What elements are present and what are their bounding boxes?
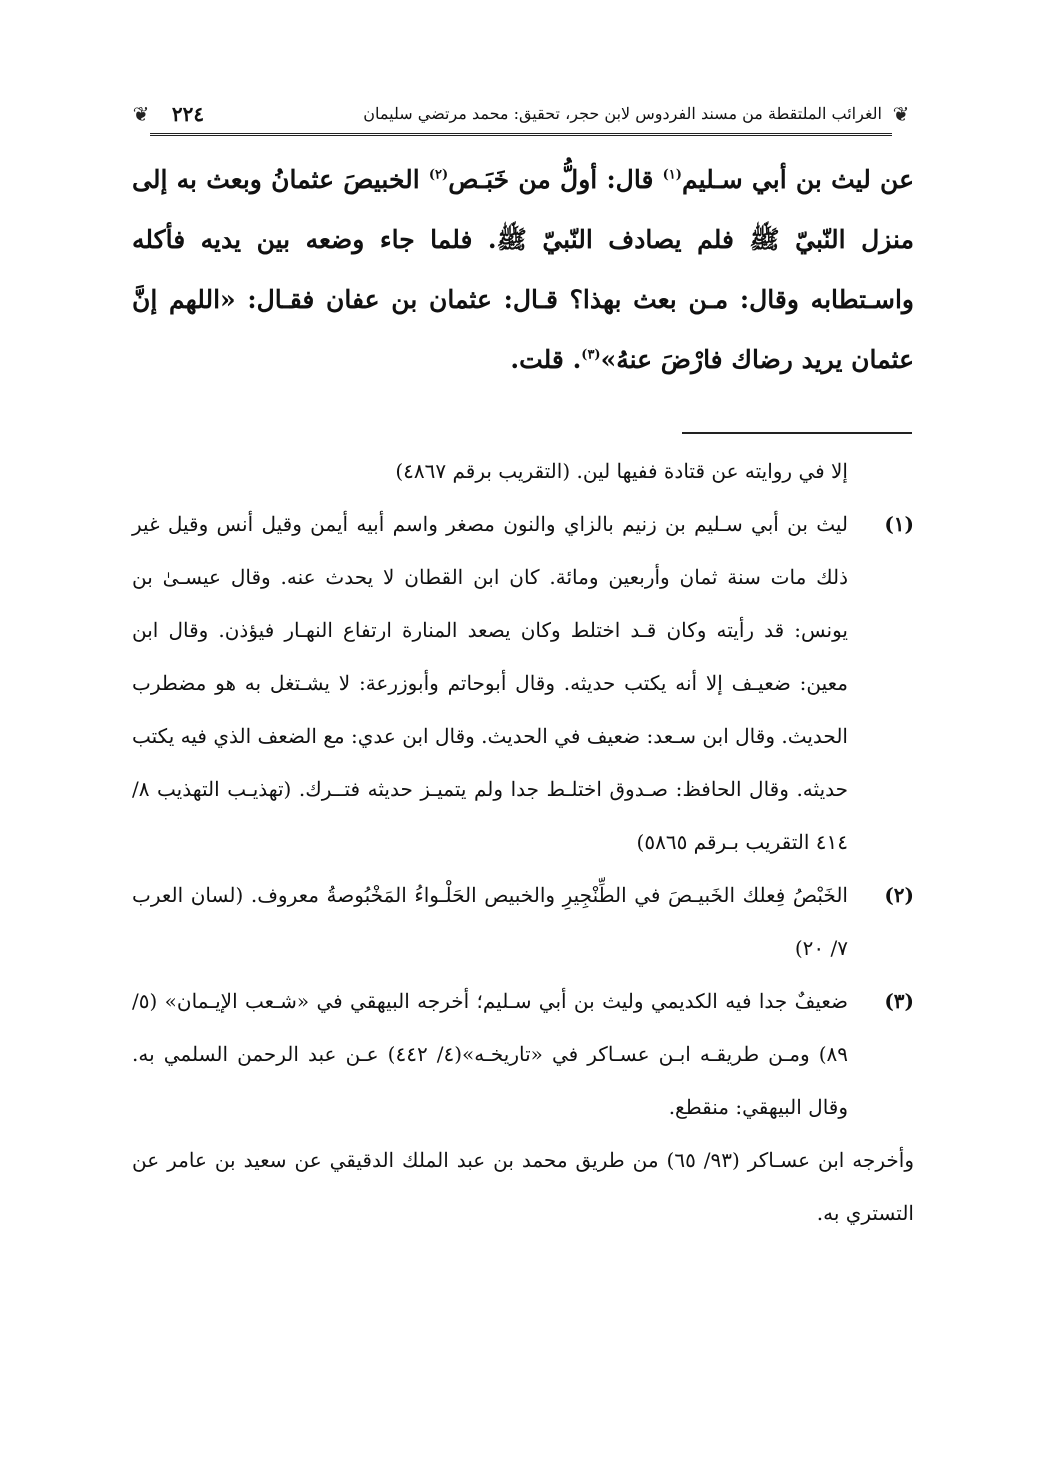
- footnote-carryover: إلا في روايته عن قتادة ففيها لين. (التقريب برقم ٤٨٦٧): [395, 459, 848, 483]
- main-paragraph: [132, 150, 914, 390]
- footnote-number-2: (٢): [884, 883, 914, 907]
- footnote-3: [132, 975, 914, 1134]
- ornament-right-icon: ❦: [892, 102, 910, 126]
- main-text-part-3: الخبيصَ عثمانُ وبعث به إلى منزل النّبيّ ﷺ فلم يصادف النّبيّ ﷺ. فلما جاء وضعه بين يديه فأكله واسـتطابه وقال: مـن بعث بهذا؟ قـال: عثمان بن عفان فقـال: «اللهم إنَّ عثمان يريد رضاك فارْضَ عنهُ»: [132, 165, 914, 374]
- footnote-text-1: ليث بن أبي سـليم بن زنيم بالزاي والنون مصغر واسم أبيه أيمن وقيل أنس وقيل غير ذلك مات سنة ثمان وأربعين ومائة. كان ابن القطان لا يحدث عنه. وقال عيسـىٰ بن يونس: قد رأيته وكان قـد اختلط وكان يصعد المنارة ارتفاع النهـار فيؤذن. وقال ابن معين: ضعيـف إلا أنه يكتب حديثه. وقال أبوحاتم وأبوزرعة: لا يشـتغل به هو مضطرب الحديث. وقال ابن سـعد: ضعيف في الحديث. وقال ابن عدي: مع الضعف الذي فيه يكتب حديثه. وقال الحافظ: صـدوق اختلـط جدا ولم يتميـز حديثه فتــرك. (تهذيـب التهذيب ٨/ ٤١٤ التقريب بـرقم ٥٨٦٥): [132, 512, 848, 854]
- footnote-ref-3[interactable]: (٣): [581, 347, 601, 363]
- ornament-left-icon: ❦: [132, 102, 150, 126]
- main-text: [132, 150, 914, 390]
- main-text-part-1: عن ليث بن أبي سـليم: [681, 165, 914, 194]
- running-title: الغرائب الملتقطة من مسند الفردوس لابن حجر، تحقيق: محمد مرتضي سليمان: [363, 104, 882, 123]
- footnotes: [132, 445, 914, 1240]
- header-rule: [150, 133, 892, 136]
- footnote-number-1: (١): [884, 512, 914, 536]
- footnote-separator: [682, 432, 912, 434]
- footnote-final-paragraph: وأخرجه ابن عسـاكر (٩٣/ ٦٥) من طريق محمد بن عبد الملك الدقيقي عن سعيد بن عامر عن التستري به.: [132, 1148, 914, 1225]
- footnote-text-3: ضعيفٌ جدا فيه الكديمي وليث بن أبي سـليم؛ أخرجه البيهقي في «شـعب الإيـمان» (٥/ ٨٩) ومـن طريقـه ابـن عسـاكر في «تاريخـه»(٤/ ٤٤٢) عـن عبد الرحمن السلمي به. وقال البيهقي: منقطع.: [132, 989, 848, 1119]
- page-number: ٢٢٤: [171, 102, 205, 126]
- footnote-number-3: (٣): [884, 989, 914, 1013]
- main-text-part-2: قال: أولُّ من خَبَـص: [448, 165, 663, 194]
- footnote-ref-2[interactable]: (٢): [428, 167, 449, 183]
- footnote-1: [132, 498, 914, 869]
- running-header: [130, 100, 912, 136]
- footnote-2: [132, 869, 914, 975]
- footnote-ref-1[interactable]: (١): [662, 167, 682, 183]
- main-text-part-4: . قلت.: [510, 345, 582, 374]
- footnote-text-2: الخَبْصُ فِعلك الخَبيـصَ في الطِّنْجِيرِ والخبيص الحَلْـواءُ المَخْبُوصةُ معروف. (لسان العرب ٧/ ٢٠): [132, 883, 848, 960]
